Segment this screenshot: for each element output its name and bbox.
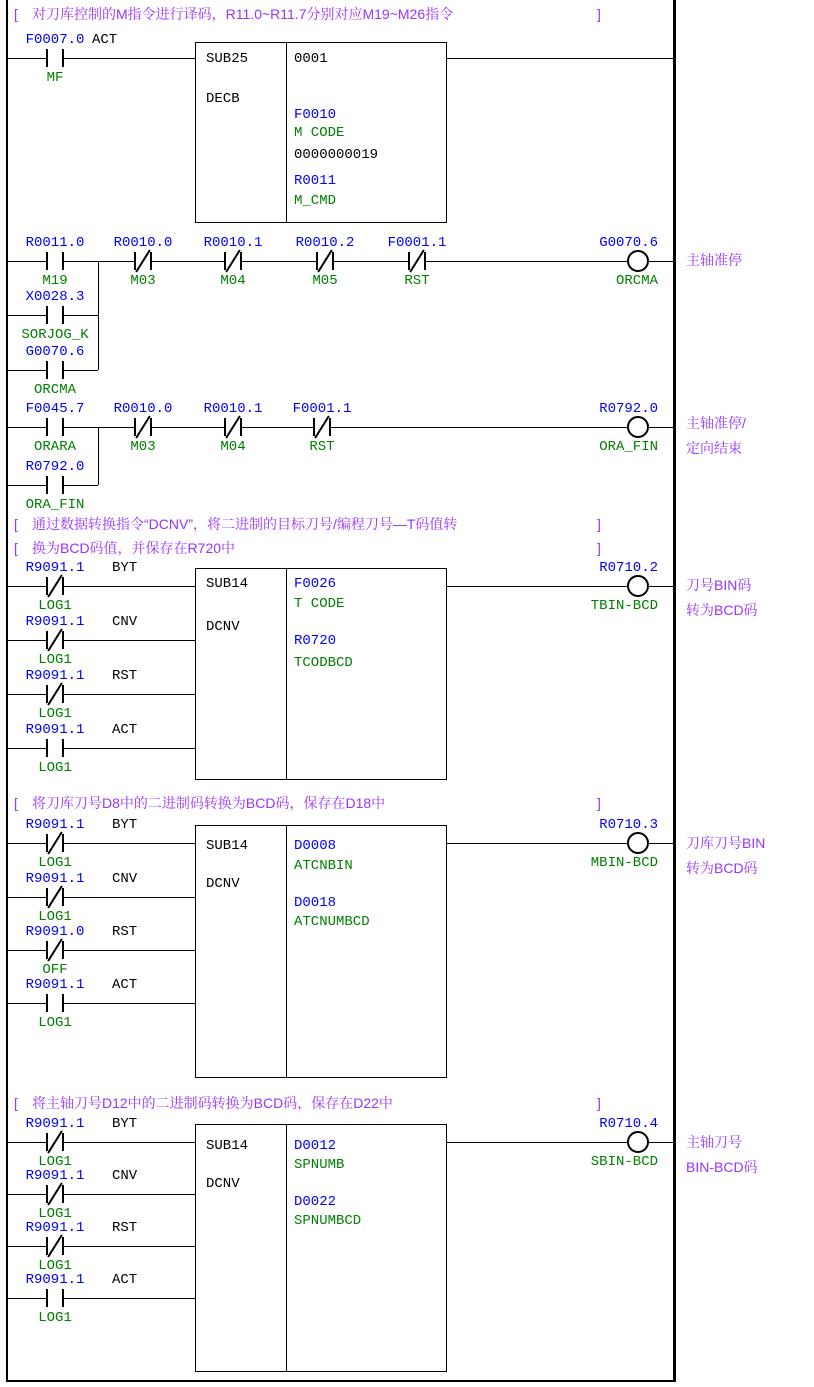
contact-bar [46,476,48,494]
contact-address: F0001.1 [387,235,447,251]
contact-bar [62,888,64,906]
contact-address: R9091.1 [25,1168,85,1184]
contact-symbol: LOG1 [38,909,72,925]
contact-rst[interactable] [313,418,331,436]
contact-address: R0010.1 [203,401,263,417]
param-label-act: ACT [92,32,118,48]
contact-bar [332,252,334,270]
contact-symbol: ORARA [33,439,76,455]
nc-slash-icon [225,249,240,272]
contact-bar [408,252,410,270]
coil-comment: BIN-BCD码 [686,1159,758,1175]
contact-bar [46,994,48,1012]
contact-bar [134,252,136,270]
block-parameter: SPNUMBCD [294,1213,362,1229]
rung-comment: 对刀库控制的M指令进行译码，R11.0~R11.7分别对应M19~M26指令 [32,6,454,22]
contact-symbol: LOG1 [38,1258,72,1274]
function-block-dcnv-2[interactable] [195,825,447,1078]
contact-bar [62,941,64,959]
contact-address: R9091.1 [25,977,85,993]
contact-m05[interactable] [316,252,334,270]
wire-horizontal [8,748,195,749]
nc-slash-icon [47,1234,62,1257]
function-block-divider [286,43,287,222]
contact-orara[interactable] [46,418,64,436]
contact-bar [62,994,64,1012]
contact-log1[interactable] [46,994,64,1012]
contact-symbol: LOG1 [38,1154,72,1170]
nc-slash-icon [409,249,424,272]
coil-comment: 主轴准停/ [686,415,746,431]
contact-bar [46,1133,48,1151]
contact-bar [224,418,226,436]
param-label-rst: RST [112,1220,138,1236]
contact-m03[interactable] [134,418,152,436]
contact-symbol: LOG1 [38,855,72,871]
contact-bar [62,361,64,379]
contact-address: F0001.1 [292,401,352,417]
block-label: SUB14 [206,838,249,854]
block-label: SUB14 [206,576,249,592]
contact-log1[interactable] [46,1133,64,1151]
block-parameter: M CODE [294,125,345,141]
block-parameter: F0010 [294,107,337,123]
contact-address: R9091.1 [25,1116,85,1132]
comment-bracket-close: ] [597,6,601,22]
rung-comment: 通过数据转换指令“DCNV”，将二进制的目标刀号/编程刀号—T码值转 [32,516,458,532]
function-block-divider [286,569,287,779]
contact-ora_fin[interactable] [46,476,64,494]
contact-symbol: LOG1 [38,1206,72,1222]
nc-slash-icon [47,574,62,597]
coil-comment: 刀库刀号BIN [686,835,766,851]
coil-symbol: TBIN-BCD [590,598,658,614]
wire-horizontal [649,586,673,587]
contact-symbol: LOG1 [38,1310,72,1326]
contact-log1[interactable] [46,577,64,595]
contact-address: R0010.2 [295,235,355,251]
contact-off[interactable] [46,941,64,959]
contact-log1[interactable] [46,1185,64,1203]
block-parameter: D0008 [294,838,337,854]
contact-symbol: LOG1 [38,706,72,722]
nc-slash-icon [47,938,62,961]
contact-address: F0045.7 [25,401,85,417]
comment-bracket-close: ] [597,1095,601,1111]
param-label-byt: BYT [112,560,138,576]
block-label: SUB25 [206,51,249,67]
nc-slash-icon [314,415,329,438]
contact-bar [46,306,48,324]
param-label-rst: RST [112,668,138,684]
param-label-act: ACT [112,722,138,738]
coil-ora_fin[interactable] [627,416,649,438]
function-block-dcnv-3[interactable] [195,1124,447,1372]
contact-bar [240,418,242,436]
contact-bar [329,418,331,436]
wire-horizontal [8,1194,195,1195]
contact-bar [62,1237,64,1255]
contact-address: R0011.0 [25,235,85,251]
comment-bracket-open: [ [14,540,18,556]
contact-bar [46,1237,48,1255]
contact-log1[interactable] [46,631,64,649]
contact-address: X0028.3 [25,289,85,305]
wire-horizontal [447,1142,627,1143]
coil-comment: 定向结束 [686,440,742,456]
block-parameter: 0001 [294,51,328,67]
contact-symbol: M19 [42,273,68,289]
contact-symbol: M03 [130,273,156,289]
param-label-act: ACT [112,977,138,993]
block-parameter: F0026 [294,576,337,592]
contact-symbol: M03 [130,439,156,455]
nc-slash-icon [47,628,62,651]
contact-orcma[interactable] [46,361,64,379]
coil-comment: 刀号BIN码 [686,577,752,593]
contact-bar [62,476,64,494]
contact-address: R9091.1 [25,817,85,833]
contact-m03[interactable] [134,252,152,270]
wire-horizontal [649,1142,673,1143]
param-label-byt: BYT [112,1116,138,1132]
param-label-cnv: CNV [112,614,138,630]
contact-address: R0792.0 [25,459,85,475]
rung-comment: 换为BCD码值，并保存在R720中 [32,540,236,556]
contact-symbol: LOG1 [38,760,72,776]
nc-slash-icon [47,1182,62,1205]
contact-bar [46,577,48,595]
contact-address: R9091.1 [25,1220,85,1236]
contact-bar [150,252,152,270]
nc-slash-icon [135,415,150,438]
coil-sbin-bcd[interactable] [627,1131,649,1153]
contact-bar [62,252,64,270]
wire-horizontal [447,843,627,844]
contact-bar [62,1289,64,1307]
comment-bracket-close: ] [597,516,601,532]
coil-address: R0710.4 [599,1116,658,1132]
contact-bar [46,888,48,906]
contact-symbol: RST [309,439,335,455]
contact-symbol: M04 [220,439,246,455]
wire-horizontal [447,58,673,59]
wire-horizontal [8,1298,195,1299]
contact-log1[interactable] [46,1237,64,1255]
contact-address: R0010.0 [113,235,173,251]
block-parameter: ATCNUMBCD [294,914,370,930]
contact-bar [62,306,64,324]
block-label: SUB14 [206,1138,249,1154]
contact-mf[interactable] [46,49,64,67]
comment-bracket-open: [ [14,6,18,22]
contact-bar [240,252,242,270]
nc-slash-icon [317,249,332,272]
param-label-byt: BYT [112,817,138,833]
contact-bar [150,418,152,436]
coil-address: R0792.0 [599,401,658,417]
coil-address: R0710.2 [599,560,658,576]
nc-slash-icon [47,682,62,705]
contact-log1[interactable] [46,888,64,906]
block-parameter: R0720 [294,633,337,649]
wire-horizontal [8,640,195,641]
block-label: DCNV [206,619,240,635]
wire-horizontal [8,58,195,59]
block-parameter: TCODBCD [294,655,353,671]
contact-log1[interactable] [46,739,64,757]
block-label: DCNV [206,876,240,892]
coil-comment: 转为BCD码 [686,602,758,618]
power-rail-right [673,0,676,1382]
coil-mbin-bcd[interactable] [627,832,649,854]
contact-log1[interactable] [46,834,64,852]
contact-address: R9091.1 [25,614,85,630]
contact-symbol: SORJOG_K [21,327,89,343]
contact-symbol: M05 [312,273,338,289]
contact-bar [46,739,48,757]
contact-bar [62,685,64,703]
contact-rst[interactable] [408,252,426,270]
wire-horizontal [649,261,673,262]
coil-comment: 转为BCD码 [686,860,758,876]
contact-m19[interactable] [46,252,64,270]
coil-symbol: ORA_FIN [599,439,658,455]
nc-slash-icon [225,415,240,438]
contact-bar [46,252,48,270]
nc-slash-icon [135,249,150,272]
contact-address: R9091.1 [25,722,85,738]
nc-slash-icon [47,885,62,908]
coil-symbol: ORCMA [615,273,658,289]
contact-bar [62,418,64,436]
block-parameter: 0000000019 [294,147,379,163]
coil-orcma[interactable] [627,250,649,272]
contact-symbol: M04 [220,273,246,289]
contact-log1[interactable] [46,1289,64,1307]
coil-symbol: MBIN-BCD [590,855,658,871]
contact-symbol: LOG1 [38,598,72,614]
wire-horizontal [649,427,673,428]
wire-horizontal [8,950,195,951]
wire-horizontal [649,843,673,844]
contact-address: R9091.1 [25,560,85,576]
wire-horizontal [8,1003,195,1004]
contact-bar [62,577,64,595]
contact-bar [62,1185,64,1203]
coil-address: R0710.3 [599,817,658,833]
contact-symbol: MF [46,70,64,86]
param-label-act: ACT [112,1272,138,1288]
contact-m04[interactable] [224,252,242,270]
comment-bracket-close: ] [597,795,601,811]
block-parameter: T CODE [294,596,345,612]
contact-address: G0070.6 [25,344,85,360]
contact-bar [46,834,48,852]
rung-comment: 将刀库刀号D8中的二进制码转换为BCD码，保存在D18中 [32,795,386,811]
contact-address: R0010.1 [203,235,263,251]
function-block-dcnv-1[interactable] [195,568,447,780]
contact-bar [46,941,48,959]
wire-horizontal [447,586,627,587]
comment-bracket-open: [ [14,795,18,811]
contact-address: R9091.1 [25,1272,85,1288]
function-block-divider [286,826,287,1077]
net-bottom-border [6,1380,676,1382]
contact-bar [62,834,64,852]
param-label-cnv: CNV [112,1168,138,1184]
contact-symbol: ORCMA [33,382,76,398]
comment-bracket-open: [ [14,1095,18,1111]
wire-horizontal [8,1246,195,1247]
contact-symbol: ORA_FIN [25,497,85,513]
contact-log1[interactable] [46,685,64,703]
block-label: DECB [206,91,240,107]
contact-address: R0010.0 [113,401,173,417]
block-parameter: M_CMD [294,193,337,209]
contact-address: R9091.1 [25,668,85,684]
coil-comment: 主轴准停 [686,252,742,268]
wire-horizontal [8,586,195,587]
contact-bar [62,739,64,757]
wire-horizontal [8,897,195,898]
wire-branch-vertical [98,427,99,485]
contact-bar [424,252,426,270]
contact-m04[interactable] [224,418,242,436]
block-parameter: ATCNBIN [294,858,353,874]
nc-slash-icon [47,1130,62,1153]
param-label-cnv: CNV [112,871,138,887]
param-label-rst: RST [112,924,138,940]
contact-sorjog_k[interactable] [46,306,64,324]
nc-slash-icon [47,831,62,854]
coil-tbin-bcd[interactable] [627,575,649,597]
comment-bracket-open: [ [14,516,18,532]
function-block-decb-0[interactable] [195,42,447,223]
coil-comment: 主轴刀号 [686,1134,742,1150]
comment-bracket-close: ] [597,540,601,556]
contact-bar [316,252,318,270]
contact-bar [46,1185,48,1203]
wire-horizontal [8,1142,195,1143]
contact-bar [46,1289,48,1307]
block-parameter: D0012 [294,1138,337,1154]
contact-bar [224,252,226,270]
contact-bar [62,1133,64,1151]
rung-comment: 将主轴刀号D12中的二进制码转换为BCD码，保存在D22中 [32,1095,393,1111]
contact-bar [62,49,64,67]
contact-bar [46,631,48,649]
wire-horizontal [8,694,195,695]
function-block-divider [286,1125,287,1371]
contact-bar [46,49,48,67]
contact-bar [46,418,48,436]
contact-symbol: LOG1 [38,652,72,668]
contact-address: F0007.0 [25,32,85,48]
contact-bar [62,631,64,649]
contact-bar [46,361,48,379]
block-label: DCNV [206,1176,240,1192]
contact-symbol: OFF [42,962,68,978]
contact-bar [134,418,136,436]
block-parameter: D0022 [294,1194,337,1210]
contact-symbol: LOG1 [38,1015,72,1031]
contact-bar [46,685,48,703]
contact-address: R9091.1 [25,871,85,887]
contact-symbol: RST [404,273,430,289]
block-parameter: D0018 [294,895,337,911]
contact-address: R9091.0 [25,924,85,940]
coil-address: G0070.6 [599,235,658,251]
coil-symbol: SBIN-BCD [590,1154,658,1170]
wire-horizontal [8,843,195,844]
block-parameter: R0011 [294,173,337,189]
contact-bar [313,418,315,436]
block-parameter: SPNUMB [294,1157,345,1173]
